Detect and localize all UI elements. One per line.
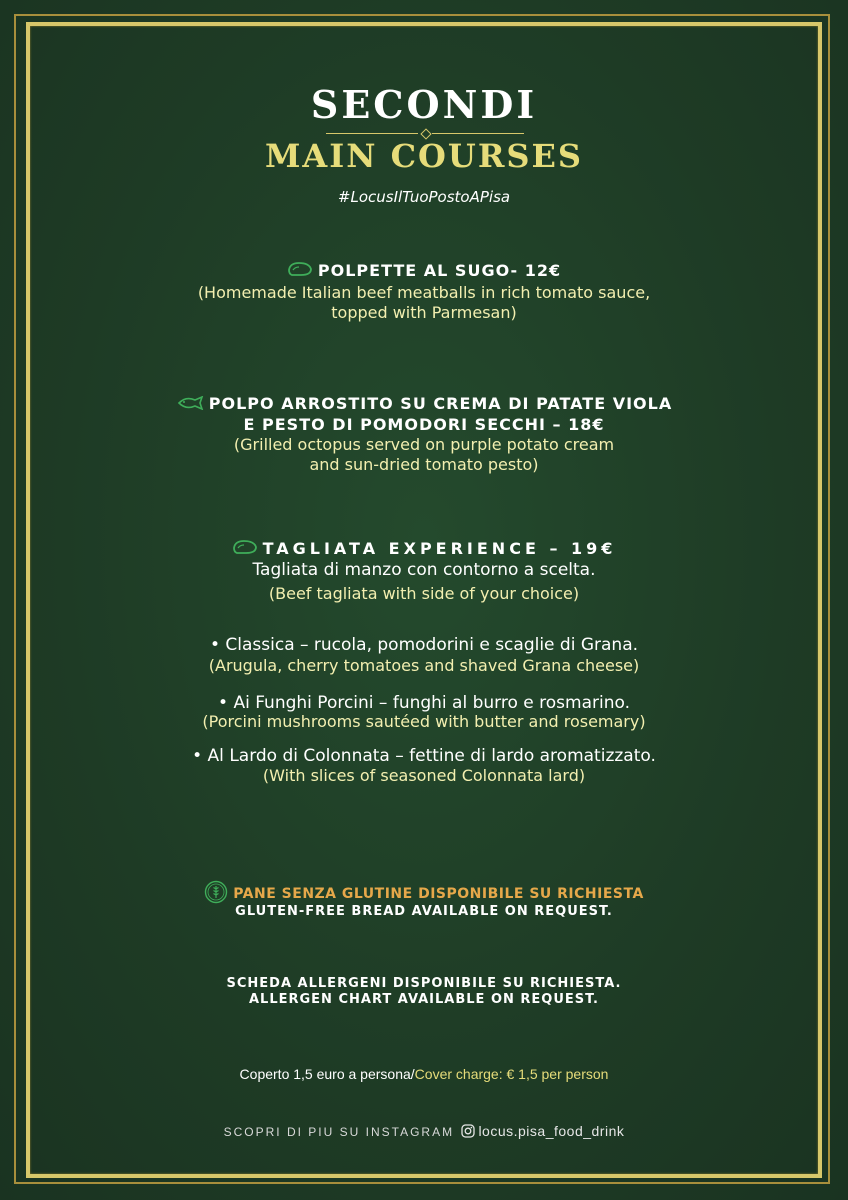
- instagram-icon: [461, 1124, 475, 1141]
- dish-title-polpette: [0, 260, 848, 282]
- gluten-free-note-en: GLUTEN-FREE BREAD AVAILABLE ON REQUEST.: [235, 904, 613, 919]
- instagram-handle[interactable]: locus.pisa_food_drink: [478, 1123, 625, 1139]
- dish-desc-polpo: [0, 435, 848, 475]
- option-lardo-en: (With slices of seasoned Colonnata lard): [262, 766, 586, 785]
- page-subtitle: MAIN COURSES: [264, 137, 584, 175]
- dish-title-polpo-line2: E PESTO DI POMODORI SECCHI – 18€: [243, 415, 605, 434]
- allergen-note-en: ALLERGEN CHART AVAILABLE ON REQUEST.: [248, 992, 599, 1007]
- dish-subtitle-tagliata-en: (Beef tagliata with side of your choice): [268, 584, 580, 603]
- cover-charge-it: Coperto 1,5 euro a persona/: [239, 1066, 415, 1082]
- fish-icon: [176, 394, 204, 415]
- meat-icon: [287, 261, 313, 282]
- option-funghi-en: (Porcini mushrooms sautéed with butter and rosemary): [202, 712, 646, 731]
- dish-desc-line: (Grilled octopus served on purple potato cream: [233, 435, 615, 454]
- dish-title-text: TAGLIATA EXPERIENCE – 19€: [262, 539, 617, 558]
- gluten-free-text: PANE SENZA GLUTINE DISPONIBILE SU RICHIESTA: [233, 886, 644, 902]
- allergen-note: SCHEDA ALLERGENI DISPONIBILE SU RICHIESTA.: [226, 976, 622, 991]
- option-classica-en: (Arugula, cherry tomatoes and shaved Grana cheese): [208, 656, 640, 675]
- dish-title-tagliata: [0, 538, 848, 560]
- dish-desc-line: topped with Parmesan): [331, 303, 517, 322]
- dish-title-text: POLPO ARROSTITO SU CREMA DI PATATE VIOLA: [208, 394, 673, 413]
- option-classica: • Classica – rucola, pomodorini e scaglie di Grana.: [209, 635, 639, 655]
- dish-desc-polpette: [0, 283, 848, 323]
- instagram-label: SCOPRI DI PIU SU INSTAGRAM: [223, 1125, 455, 1139]
- page-title: SECONDI: [310, 82, 538, 127]
- option-lardo: • Al Lardo di Colonnata – fettine di lardo aromatizzato.: [192, 746, 656, 766]
- instagram-footer: [0, 1123, 848, 1141]
- hashtag: #LocusIlTuoPostoAPisa: [337, 188, 511, 206]
- dish-desc-line: (Homemade Italian beef meatballs in rich tomato sauce,: [197, 283, 651, 302]
- dish-desc-line: and sun-dried tomato pesto): [309, 455, 539, 474]
- dish-title-text: POLPETTE AL SUGO- 12€: [317, 261, 562, 280]
- meat-icon: [232, 539, 258, 560]
- dish-title-polpo: [0, 393, 848, 415]
- dish-subtitle-tagliata: Tagliata di manzo con contorno a scelta.: [252, 560, 596, 580]
- cover-charge: [0, 1066, 848, 1082]
- cover-charge-en: Cover charge: € 1,5 per person: [414, 1066, 609, 1082]
- option-funghi: • Ai Funghi Porcini – funghi al burro e rosmarino.: [218, 693, 630, 713]
